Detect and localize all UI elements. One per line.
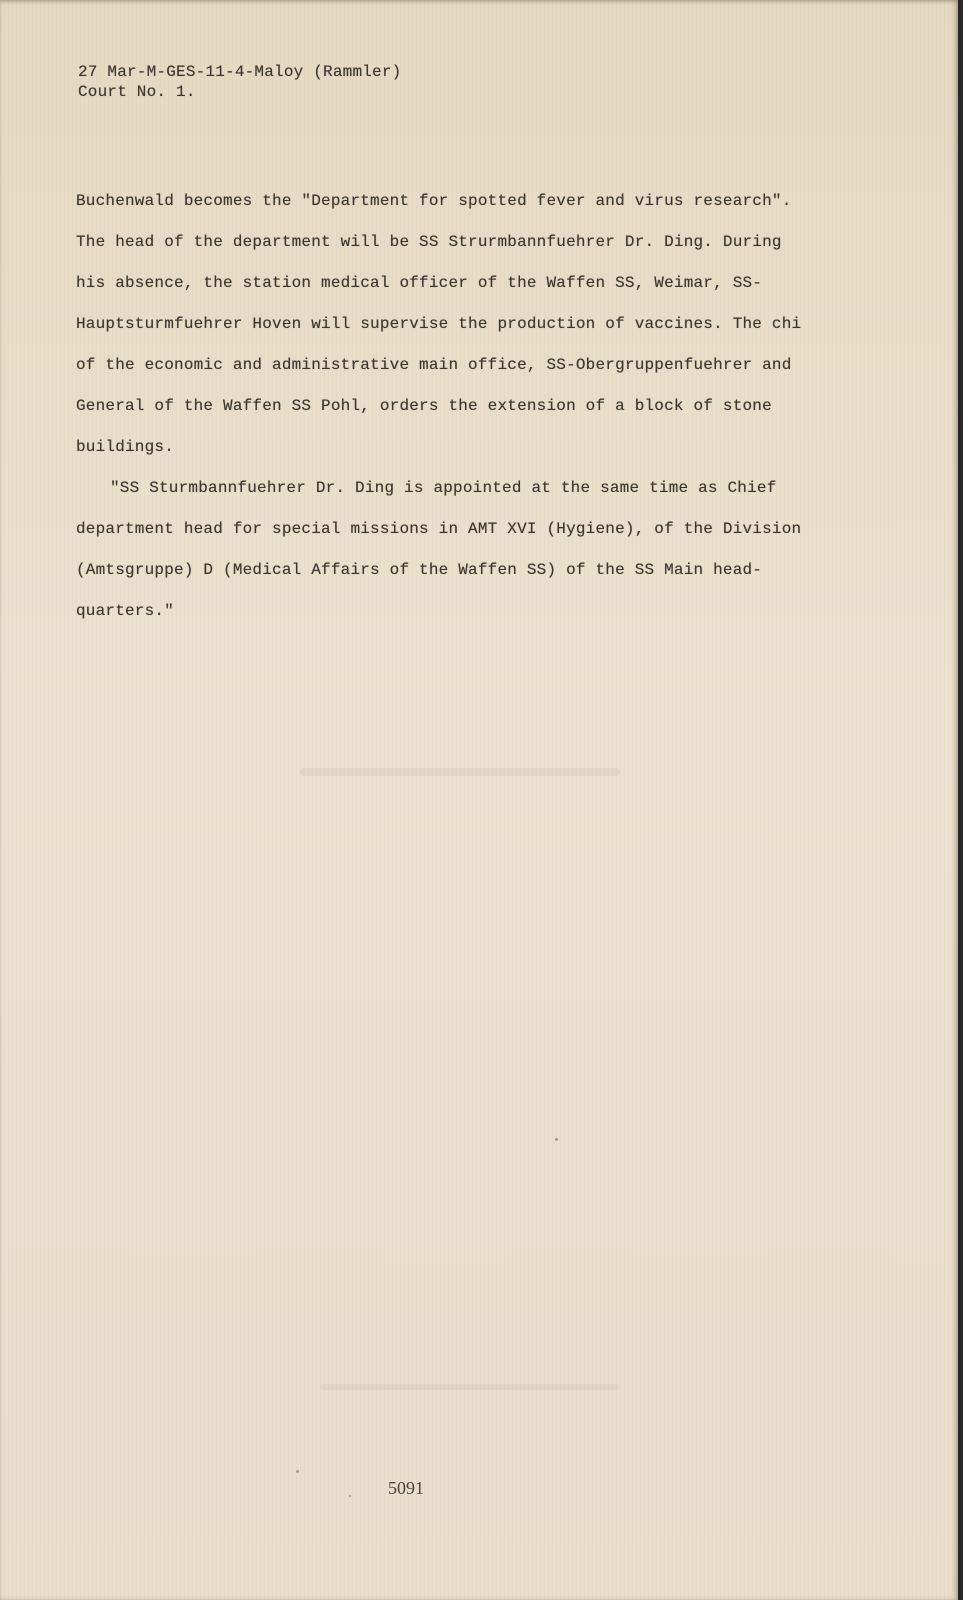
body-line: Hauptsturmfuehrer Hoven will supervise the production of vaccines. The chi [76,315,802,333]
paper-speck [296,1470,299,1473]
document-body [76,187,866,638]
page-number: 5091 [388,1478,424,1498]
body-line: his absence, the station medical officer of the Waffen SS, Weimar, SS- [76,274,763,292]
body-line: department head for special missions in AMT XVI (Hygiene), of the Division [76,520,802,538]
bleed-through-mark [300,768,620,776]
paper-speck [349,1495,351,1497]
body-line: of the economic and administrative main office, SS-Obergruppenfuehrer and [76,356,792,374]
body-line: (Amtsgruppe) D (Medical Affairs of the Waffen SS) of the SS Main head- [76,561,763,579]
body-line: General of the Waffen SS Pohl, orders the extension of a block of stone [76,397,772,415]
body-line: "SS Sturmbannfuehrer Dr. Ding is appointed at the same time as Chief [110,479,777,497]
body-line: quarters." [76,602,175,620]
paper-speck [555,1138,558,1141]
document-header [78,62,401,102]
body-line: buildings. [76,438,175,456]
body-line: The head of the department will be SS Strurmbannfuehrer Dr. Ding. During [76,233,782,251]
header-court-line: Court No. 1. [78,83,196,101]
scan-edge [958,0,963,1600]
body-line: Buchenwald becomes the "Department for spotted fever and virus research". [76,192,792,210]
bleed-through-mark [320,1384,620,1390]
header-reference-line: 27 Mar-M-GES-11-4-Maloy (Rammler) [78,63,402,81]
